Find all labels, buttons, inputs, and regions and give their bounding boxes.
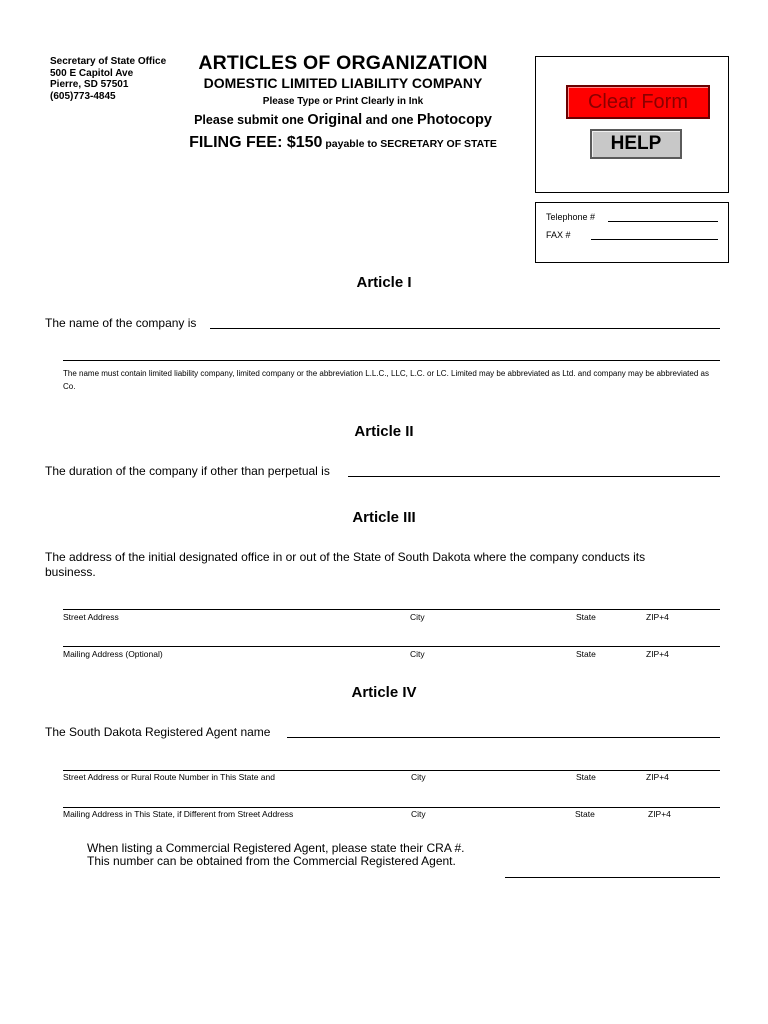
form-title: ARTICLES OF ORGANIZATION (198, 52, 488, 74)
office-city-caption: City (410, 612, 425, 622)
mailing-street-caption: Mailing Address (Optional) (63, 649, 163, 659)
agent-mailing-caption: Mailing Address in This State, if Different from Street Address (63, 809, 294, 819)
mailing-address-field[interactable] (63, 646, 720, 647)
submit-part1: Please submit one (194, 113, 308, 127)
duration-field[interactable] (348, 476, 720, 477)
office-state-caption: State (576, 612, 596, 622)
company-name-note: The name must contain limited liability company, limited company or the abbreviation L.L.C., LLC, L.C. or LC. Limited may be abbreviated as Ltd. and company may be abbreviated as Co. (63, 369, 709, 391)
agent-city-caption: City (411, 772, 426, 782)
company-name-prompt: The name of the company is (45, 316, 197, 330)
agent-street-caption: Street Address or Rural Route Number in This State and (63, 772, 275, 782)
type-print-instruction: Please Type or Print Clearly in Ink (262, 96, 424, 107)
fax-label: FAX # (546, 230, 571, 240)
mailing-zip-caption: ZIP+4 (646, 649, 669, 659)
submit-part2: and one (362, 113, 417, 127)
clear-form-button[interactable]: Clear Form (566, 85, 710, 119)
company-name-field[interactable] (210, 328, 720, 329)
agent-mailing-zip-caption: ZIP+4 (648, 809, 671, 819)
article-2-heading: Article II (354, 423, 414, 440)
office-city: Pierre, SD 57501 (50, 79, 129, 90)
cra-instruction-line1: When listing a Commercial Registered Agent, please state their CRA #. (87, 841, 465, 855)
agent-mailing-state-caption: State (575, 809, 595, 819)
submit-original: Original (307, 112, 363, 128)
button-panel (535, 56, 729, 193)
submit-photocopy: Photocopy (416, 112, 492, 128)
submit-instruction (178, 111, 508, 129)
filing-fee-label: FILING FEE: $150 (189, 134, 323, 151)
agent-state-caption: State (576, 772, 596, 782)
help-button[interactable]: HELP (590, 129, 682, 159)
office-address-prompt-line2: business. (45, 565, 96, 579)
office-address-prompt-line1: The address of the initial designated office in or out of the State of South Dakota where the company conducts its (45, 550, 646, 564)
office-street-address-field[interactable] (63, 609, 720, 610)
mailing-state-caption: State (576, 649, 596, 659)
mailing-city-caption: City (410, 649, 425, 659)
agent-mailing-address-field[interactable] (63, 807, 720, 808)
contact-box (535, 202, 729, 263)
agent-street-address-field[interactable] (63, 770, 720, 771)
company-name-field-line2[interactable] (63, 360, 720, 361)
cra-instruction-line2: This number can be obtained from the Commercial Registered Agent. (87, 854, 456, 868)
office-name: Secretary of State Office (50, 56, 167, 67)
article-3-heading: Article III (352, 509, 416, 526)
duration-prompt: The duration of the company if other than perpetual is (45, 464, 330, 478)
title-block (178, 52, 508, 156)
cra-number-field[interactable] (505, 877, 720, 878)
office-address (50, 56, 166, 102)
office-zip-caption: ZIP+4 (646, 612, 669, 622)
filing-fee (178, 131, 508, 156)
office-street: 500 E Capitol Ave (50, 67, 134, 79)
article-4-heading: Article IV (351, 684, 417, 701)
cra-instruction (87, 842, 465, 868)
office-street-caption: Street Address (63, 612, 119, 622)
article-1-heading: Article I (356, 274, 412, 291)
agent-zip-caption: ZIP+4 (646, 772, 669, 782)
registered-agent-name-field[interactable] (287, 737, 720, 738)
agent-mailing-city-caption: City (411, 809, 426, 819)
filing-fee-payable: payable to SECRETARY OF STATE (322, 138, 497, 150)
form-subtitle: DOMESTIC LIMITED LIABILITY COMPANY (203, 75, 483, 91)
telephone-label: Telephone # (546, 212, 596, 222)
telephone-field[interactable] (608, 221, 718, 222)
fax-field[interactable] (591, 239, 718, 240)
office-phone: (605)773-4845 (50, 90, 116, 102)
registered-agent-prompt: The South Dakota Registered Agent name (45, 725, 271, 739)
